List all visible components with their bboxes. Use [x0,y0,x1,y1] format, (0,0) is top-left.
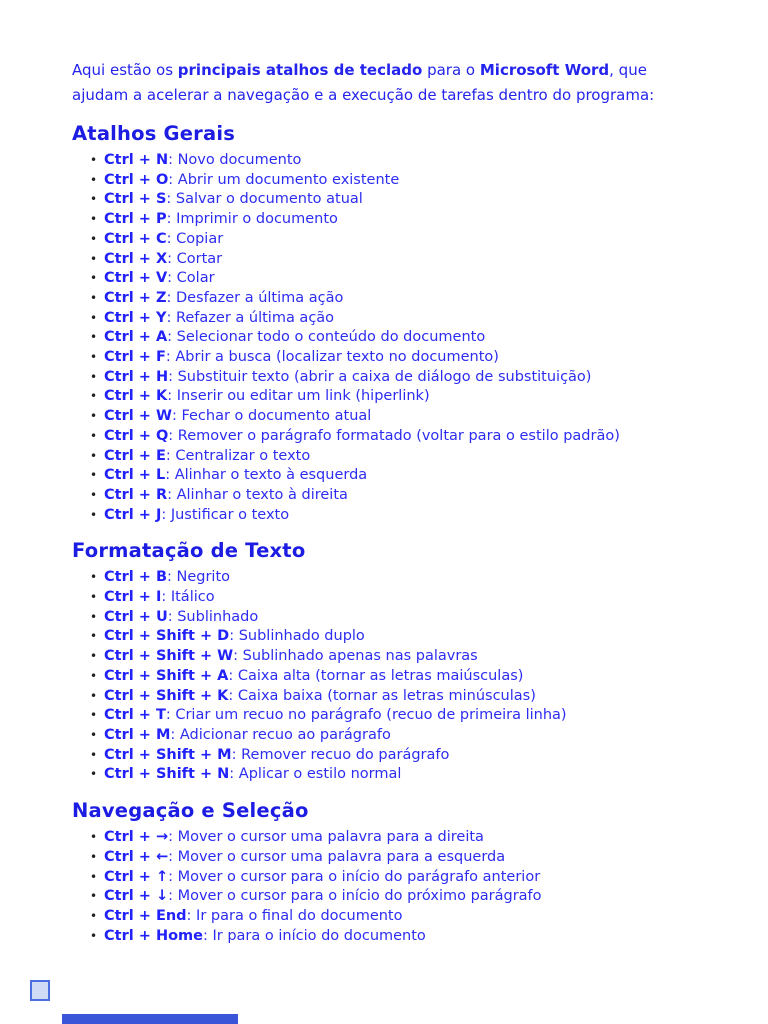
shortcut-item [104,667,720,687]
shortcut-list [72,828,720,946]
shortcut-separator: : [167,388,177,405]
shortcut-separator: : [231,746,242,763]
shortcut-item [104,171,720,191]
shortcut-description: Selecionar todo o conteúdo do documento [176,329,486,346]
shortcut-description: Sublinhado apenas nas palavras [242,648,478,665]
shortcut-description: Imprimir o documento [176,211,338,228]
shortcut-item [104,868,720,888]
shortcut-description: Substituir texto (abrir a caixa de diálogo de substituição) [177,368,592,385]
shortcut-item [104,250,720,270]
intro-highlight: Microsoft Word [479,61,610,79]
shortcut-item [104,506,720,526]
shortcut-key: Ctrl + R [104,486,168,503]
shortcut-key: Ctrl + A [104,329,168,346]
shortcut-key: Ctrl + Shift + A [104,667,229,684]
shortcut-item [104,687,720,707]
shortcut-separator: : [168,427,178,444]
shortcut-key: Ctrl + U [104,608,168,625]
shortcut-key: Ctrl + Shift + W [104,648,234,665]
shortcut-description: Alinhar o texto à esquerda [174,467,368,484]
shortcut-key: Ctrl + E [104,447,166,464]
shortcut-separator: : [168,888,178,905]
shortcut-separator: : [165,349,176,366]
shortcut-key: Ctrl + T [104,707,166,724]
shortcut-key: Ctrl + P [104,211,167,228]
shortcut-item [104,447,720,467]
shortcut-description: Refazer a última ação [175,309,335,326]
shortcut-description: Sublinhado [177,608,259,625]
shortcut-separator: : [167,329,177,346]
shortcut-separator: : [166,230,177,247]
shortcut-key: Ctrl + Shift + D [104,628,230,645]
shortcut-item [104,151,720,171]
section [72,122,720,525]
shortcut-item [104,588,720,608]
section [72,799,720,946]
shortcut-separator: : [202,927,213,944]
shortcut-item [104,647,720,667]
shortcut-description: Abrir a busca (localizar texto no documento) [175,349,499,366]
shortcut-item [104,368,720,388]
shortcut-item [104,627,720,647]
shortcut-item [104,706,720,726]
shortcut-key: Ctrl + ← [104,848,169,865]
shortcut-separator: : [166,289,176,306]
shortcut-description: Copiar [176,230,224,247]
shortcut-key: Ctrl + F [104,349,166,366]
shortcut-key: Ctrl + S [104,191,167,208]
shortcut-item [104,387,720,407]
shortcut-list [72,568,720,785]
shortcut-separator: : [166,309,176,326]
intro-text: ajudam a acelerar a navegação e a execução de tarefas dentro do programa: [72,86,655,104]
shortcut-item [104,466,720,486]
section-title: Formatação de Texto [72,539,306,563]
shortcut-item [104,289,720,309]
shortcut-item [104,907,720,927]
shortcut-separator: : [229,628,239,645]
shortcut-separator: : [228,667,238,684]
shortcut-description: Caixa baixa (tornar as letras minúsculas) [237,687,536,704]
shortcut-key: Ctrl + Shift + K [104,687,229,704]
next-page-image-fragment [30,980,50,1001]
shortcut-description: Mover o cursor para o início do parágrafo anterior [177,868,541,885]
shortcut-key: Ctrl + V [104,270,168,287]
shortcut-separator: : [166,211,177,228]
intro-paragraph [72,58,720,108]
shortcut-key: Ctrl + Shift + M [104,746,232,763]
shortcut-key: Ctrl + ↓ [104,888,169,905]
shortcut-separator: : [168,171,178,188]
shortcut-description: Ir para o final do documento [196,907,403,924]
shortcut-description: Fechar o documento atual [181,408,372,425]
shortcut-description: Desfazer a última ação [175,289,344,306]
shortcut-key: Ctrl + J [104,506,162,523]
section-title: Atalhos Gerais [72,122,236,145]
shortcut-separator: : [165,447,176,464]
shortcut-description: Itálico [170,589,215,606]
shortcut-separator: : [167,250,177,267]
shortcut-key: Ctrl + C [104,230,167,247]
shortcut-separator: : [186,907,197,924]
shortcut-separator: : [166,191,176,208]
shortcut-separator: : [168,829,178,846]
shortcut-description: Criar um recuo no parágrafo (recuo de primeira linha) [175,707,567,724]
shortcut-separator: : [168,848,178,865]
shortcut-separator: : [165,707,176,724]
shortcut-separator: : [165,467,175,484]
shortcut-item [104,486,720,506]
page-content [72,58,720,954]
shortcut-description: Caixa alta (tornar as letras maiúsculas) [237,667,524,684]
shortcut-description: Salvar o documento atual [175,191,363,208]
shortcut-item [104,210,720,230]
shortcut-item [104,568,720,588]
shortcut-separator: : [161,589,171,606]
shortcut-description: Abrir um documento existente [177,171,400,188]
shortcut-description: Aplicar o estilo normal [238,766,402,783]
shortcut-item [104,887,720,907]
shortcut-description: Centralizar o texto [175,447,311,464]
shortcut-description: Sublinhado duplo [238,628,365,645]
shortcut-separator: : [233,648,243,665]
shortcut-key: Ctrl + M [104,726,171,743]
shortcut-description: Alinhar o texto à direita [176,486,348,503]
section [72,539,720,785]
intro-line [72,58,720,83]
shortcut-item [104,190,720,210]
intro-text: para o [422,61,480,79]
shortcut-separator: : [170,726,180,743]
shortcut-item [104,427,720,447]
shortcut-description: Remover o parágrafo formatado (voltar para o estilo padrão) [177,427,620,444]
shortcut-item [104,348,720,368]
shortcut-separator: : [168,152,178,168]
shortcut-key: Ctrl + Home [104,927,203,944]
shortcut-key: Ctrl + O [104,171,169,188]
shortcut-description: Mover o cursor uma palavra para a esquerda [177,848,506,865]
shortcut-separator: : [167,569,177,586]
shortcut-separator: : [167,486,177,503]
shortcut-description: Cortar [176,250,223,267]
shortcut-key: Ctrl + Y [104,309,167,326]
shortcut-separator: : [167,608,178,625]
intro-text: , que [609,61,647,79]
shortcut-item [104,746,720,766]
shortcut-description: Mover o cursor para o início do próximo parágrafo [177,888,542,905]
shortcut-key: Ctrl + Z [104,289,167,306]
shortcut-description: Justificar o texto [170,506,290,523]
shortcut-description: Inserir ou editar um link (hiperlink) [176,388,430,405]
shortcut-item [104,407,720,427]
shortcut-key: Ctrl + N [104,152,169,168]
shortcut-item [104,828,720,848]
intro-line [72,83,720,108]
shortcut-separator: : [168,868,178,885]
shortcut-description: Ir para o início do documento [212,927,426,944]
shortcut-description: Negrito [176,569,231,586]
shortcut-item [104,765,720,785]
shortcut-item [104,608,720,628]
shortcut-key: Ctrl + Q [104,427,169,444]
shortcut-key: Ctrl + L [104,467,166,484]
shortcut-key: Ctrl + ↑ [104,868,169,885]
shortcut-key: Ctrl + B [104,569,167,586]
section-title: Navegação e Seleção [72,799,309,823]
shortcut-key: Ctrl + End [104,907,187,924]
next-page-bar-fragment [62,1014,238,1024]
shortcut-list [72,151,720,525]
shortcut-key: Ctrl + X [104,250,168,267]
shortcut-description: Mover o cursor uma palavra para a direita [177,829,484,846]
shortcut-description: Remover recuo do parágrafo [241,746,450,763]
shortcut-separator: : [161,506,171,523]
shortcut-item [104,328,720,348]
shortcut-separator: : [229,766,239,783]
shortcut-separator: : [228,687,238,704]
intro-text: Aqui estão os [72,61,178,79]
shortcut-description: Colar [176,270,215,287]
shortcut-description: Adicionar recuo ao parágrafo [179,726,391,743]
shortcut-separator: : [171,408,182,425]
shortcut-item [104,848,720,868]
shortcut-item [104,726,720,746]
shortcut-item [104,230,720,250]
shortcut-item [104,927,720,947]
shortcut-item [104,269,720,289]
shortcut-key: Ctrl + Shift + N [104,766,230,783]
shortcut-key: Ctrl + W [104,408,172,425]
shortcut-key: Ctrl + H [104,368,169,385]
shortcut-description: Novo documento [177,152,302,168]
sections [72,122,720,946]
shortcut-item [104,309,720,329]
shortcut-separator: : [168,368,178,385]
shortcut-key: Ctrl + I [104,589,162,606]
shortcut-key: Ctrl + → [104,829,169,846]
shortcut-separator: : [167,270,177,287]
shortcut-key: Ctrl + K [104,388,168,405]
intro-highlight: principais atalhos de teclado [177,61,423,79]
